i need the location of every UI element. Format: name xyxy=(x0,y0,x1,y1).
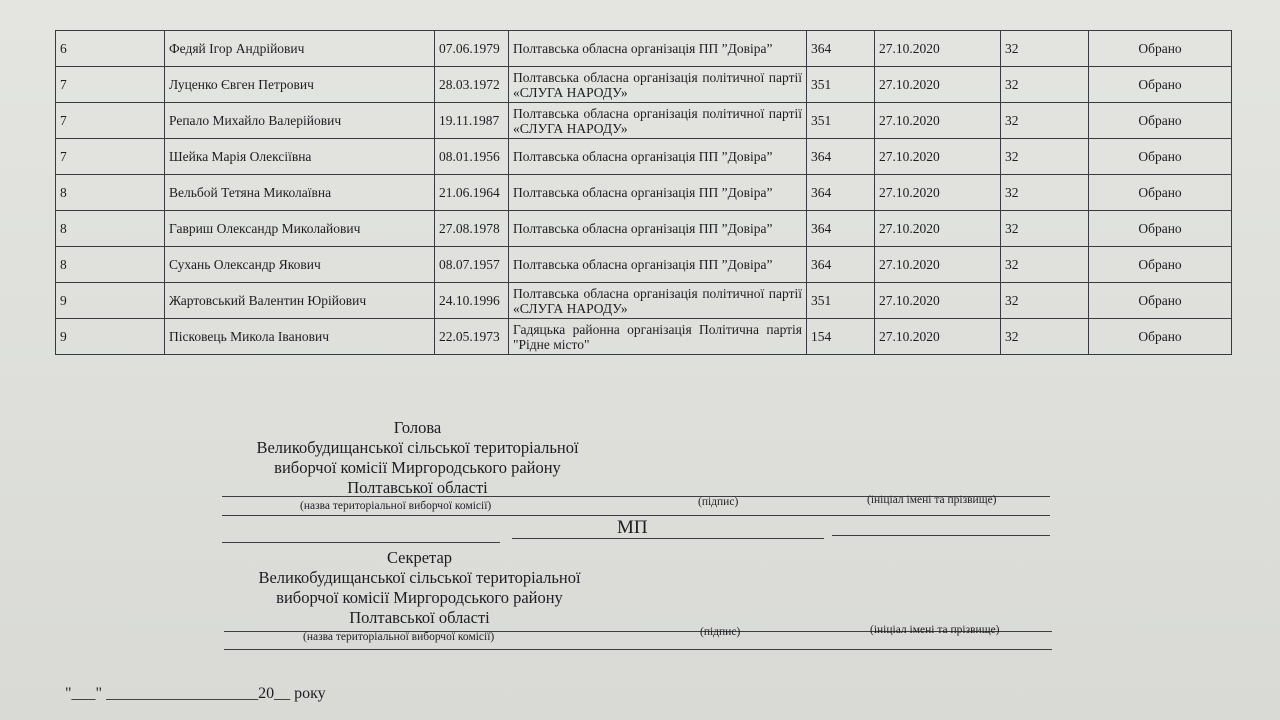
party-code-cell: 154 xyxy=(807,319,875,355)
status-cell: Обрано xyxy=(1089,319,1232,355)
birth-date-cell: 28.03.1972 xyxy=(435,67,509,103)
table-row xyxy=(56,67,1232,103)
stamp-line-right xyxy=(832,535,1050,536)
results-table-body xyxy=(56,31,1232,355)
date-line: "___" ___________________20__ року xyxy=(65,685,326,702)
candidate-name-cell: Пісковець Микола Іванович xyxy=(165,319,435,355)
district-cell: 32 xyxy=(1001,247,1089,283)
table-row xyxy=(56,283,1232,319)
party-code-cell: 364 xyxy=(807,175,875,211)
birth-date-cell: 27.08.1978 xyxy=(435,211,509,247)
row-number-cell: 8 xyxy=(56,175,165,211)
table-row xyxy=(56,175,1232,211)
row-number-cell: 7 xyxy=(56,67,165,103)
decision-date-cell: 27.10.2020 xyxy=(875,283,1001,319)
district-cell: 32 xyxy=(1001,31,1089,67)
candidate-name-cell: Луценко Євген Петрович xyxy=(165,67,435,103)
secretary-commission-line-2: виборчої комісії Миргородського району xyxy=(276,588,563,607)
status-cell: Обрано xyxy=(1089,31,1232,67)
secretary-commission-line-1: Великобудищанської сільської територіальної xyxy=(258,568,581,587)
candidate-name-cell: Шейка Марія Олексіївна xyxy=(165,139,435,175)
status-cell: Обрано xyxy=(1089,67,1232,103)
chair-commission-caption: (назва територіальної виборчої комісії) xyxy=(300,500,492,512)
secretary-commission-caption: (назва територіальної виборчої комісії) xyxy=(303,631,495,643)
row-number-cell: 9 xyxy=(56,283,165,319)
status-cell: Обрано xyxy=(1089,211,1232,247)
chair-title: Голова xyxy=(393,418,442,437)
party-code-cell: 351 xyxy=(807,283,875,319)
candidate-name-cell: Вельбой Тетяна Миколаївна xyxy=(165,175,435,211)
secretary-commission-line-3: Полтавської області xyxy=(349,608,490,627)
stamp-place-label: МП xyxy=(617,517,648,538)
district-cell: 32 xyxy=(1001,175,1089,211)
candidate-name-cell: Федяй Ігор Андрійович xyxy=(165,31,435,67)
birth-date-cell: 21.06.1964 xyxy=(435,175,509,211)
party-code-cell: 364 xyxy=(807,211,875,247)
table-row xyxy=(56,103,1232,139)
district-cell: 32 xyxy=(1001,67,1089,103)
secretary-title: Секретар xyxy=(386,548,453,567)
table-row xyxy=(56,139,1232,175)
birth-date-cell: 22.05.1973 xyxy=(435,319,509,355)
table-row xyxy=(56,247,1232,283)
table-row xyxy=(56,31,1232,67)
status-cell: Обрано xyxy=(1089,175,1232,211)
party-cell: Полтавська обласна організація політичної партії «СЛУГА НАРОДУ» xyxy=(509,103,807,139)
chair-initials-caption: (ініціал імені та прізвище) xyxy=(867,494,997,506)
secretary-block xyxy=(232,548,607,628)
party-code-cell: 351 xyxy=(807,103,875,139)
stamp-line-left xyxy=(222,542,500,543)
decision-date-cell: 27.10.2020 xyxy=(875,139,1001,175)
decision-date-cell: 27.10.2020 xyxy=(875,319,1001,355)
birth-date-cell: 24.10.1996 xyxy=(435,283,509,319)
chair-underline xyxy=(222,515,1050,516)
row-number-cell: 6 xyxy=(56,31,165,67)
chair-commission-line-1: Великобудищанської сільської територіальної xyxy=(256,438,579,457)
decision-date-cell: 27.10.2020 xyxy=(875,31,1001,67)
party-code-cell: 351 xyxy=(807,67,875,103)
party-code-cell: 364 xyxy=(807,139,875,175)
decision-date-cell: 27.10.2020 xyxy=(875,175,1001,211)
status-cell: Обрано xyxy=(1089,103,1232,139)
secretary-signature-caption: (підпис) xyxy=(700,626,741,638)
birth-date-cell: 08.01.1956 xyxy=(435,139,509,175)
party-code-cell: 364 xyxy=(807,247,875,283)
secretary-initials-caption: (ініціал імені та прізвище) xyxy=(870,624,1000,636)
decision-date-cell: 27.10.2020 xyxy=(875,247,1001,283)
decision-date-cell: 27.10.2020 xyxy=(875,67,1001,103)
candidate-name-cell: Репало Михайло Валерійович xyxy=(165,103,435,139)
status-cell: Обрано xyxy=(1089,139,1232,175)
status-cell: Обрано xyxy=(1089,247,1232,283)
district-cell: 32 xyxy=(1001,283,1089,319)
district-cell: 32 xyxy=(1001,139,1089,175)
chair-commission-line-3: Полтавської області xyxy=(347,478,488,497)
chair-signature-caption: (підпис) xyxy=(698,496,739,508)
party-cell: Полтавська обласна організація ПП ”Довіра” xyxy=(509,31,807,67)
table-row xyxy=(56,319,1232,355)
birth-date-cell: 19.11.1987 xyxy=(435,103,509,139)
row-number-cell: 7 xyxy=(56,139,165,175)
chair-commission-line-2: виборчої комісії Миргородського району xyxy=(274,458,561,477)
candidate-name-cell: Сухань Олександр Якович xyxy=(165,247,435,283)
birth-date-cell: 08.07.1957 xyxy=(435,247,509,283)
row-number-cell: 7 xyxy=(56,103,165,139)
decision-date-cell: 27.10.2020 xyxy=(875,211,1001,247)
party-cell: Гадяцька районна організація Політична партія "Рідне місто" xyxy=(509,319,807,355)
secretary-underline xyxy=(224,649,1052,650)
candidate-name-cell: Жартовський Валентин Юрійович xyxy=(165,283,435,319)
stamp-line-middle xyxy=(512,538,824,539)
table-row xyxy=(56,211,1232,247)
party-cell: Полтавська обласна організація ПП ”Довіра” xyxy=(509,139,807,175)
party-code-cell: 364 xyxy=(807,31,875,67)
party-cell: Полтавська обласна організація ПП ”Довіра” xyxy=(509,211,807,247)
party-cell: Полтавська обласна організація політичної партії «СЛУГА НАРОДУ» xyxy=(509,283,807,319)
candidate-name-cell: Гавриш Олександр Миколайович xyxy=(165,211,435,247)
row-number-cell: 8 xyxy=(56,247,165,283)
status-cell: Обрано xyxy=(1089,283,1232,319)
decision-date-cell: 27.10.2020 xyxy=(875,103,1001,139)
district-cell: 32 xyxy=(1001,319,1089,355)
chair-block xyxy=(230,418,605,498)
party-cell: Полтавська обласна організація ПП ”Довіра” xyxy=(509,247,807,283)
district-cell: 32 xyxy=(1001,211,1089,247)
district-cell: 32 xyxy=(1001,103,1089,139)
party-cell: Полтавська обласна організація політичної партії «СЛУГА НАРОДУ» xyxy=(509,67,807,103)
birth-date-cell: 07.06.1979 xyxy=(435,31,509,67)
party-cell: Полтавська обласна організація ПП ”Довіра” xyxy=(509,175,807,211)
results-table xyxy=(55,30,1232,355)
row-number-cell: 8 xyxy=(56,211,165,247)
row-number-cell: 9 xyxy=(56,319,165,355)
